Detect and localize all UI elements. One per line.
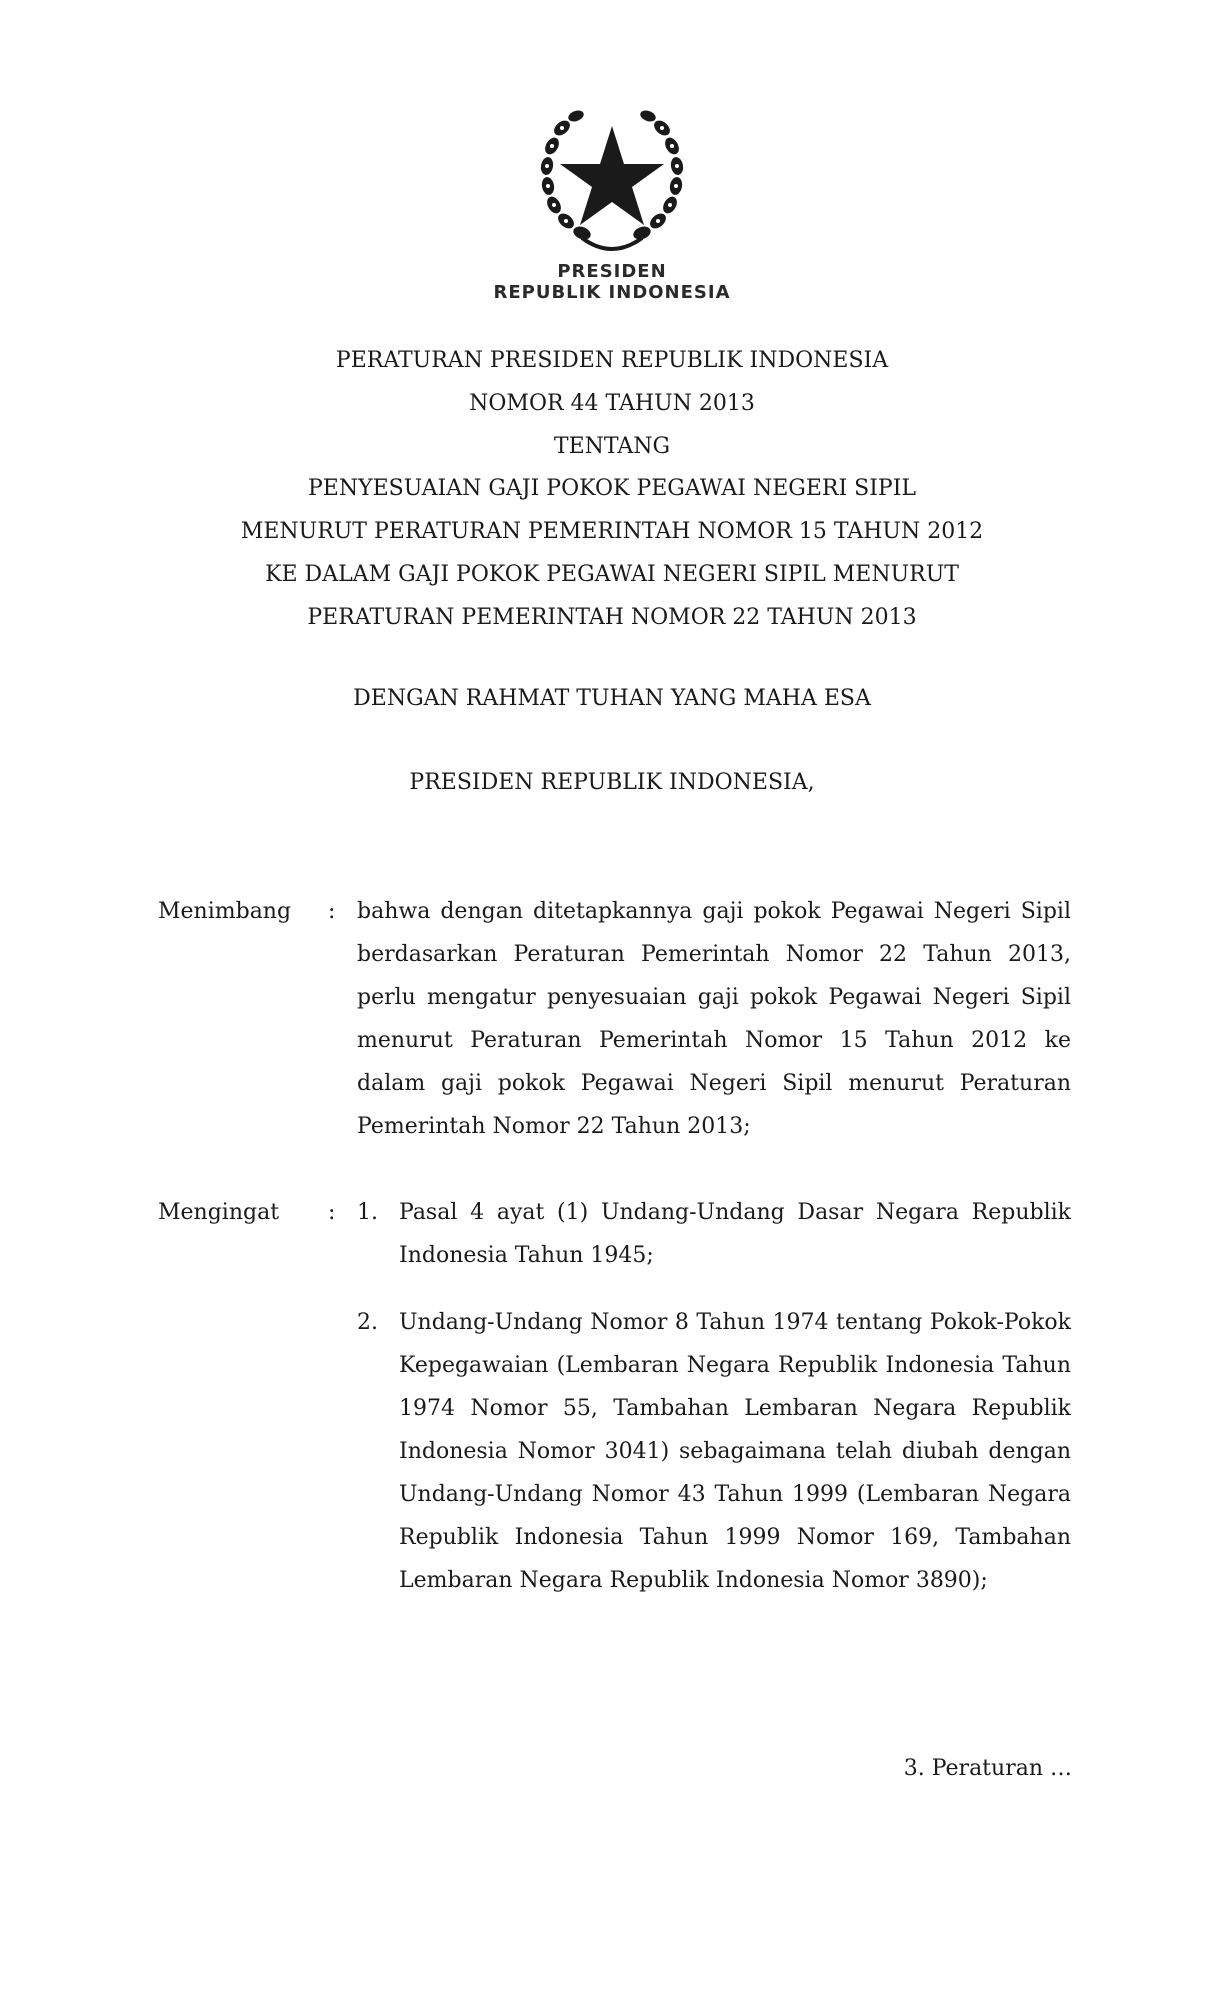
mengingat-colon: : (328, 1200, 336, 1225)
title-line: PERATURAN PEMERINTAH NOMOR 22 TAHUN 2013 (307, 604, 917, 630)
item-text: Pasal 4 ayat (1) Undang-Undang Dasar Negara Republik Indonesia Tahun 1945; (399, 1200, 1071, 1268)
mengingat-item (357, 1301, 1071, 1602)
title-line: MENURUT PERATURAN PEMERINTAH NOMOR 15 TAHUN 2012 (240, 519, 984, 545)
item-text: Undang-Undang Nomor 8 Tahun 1974 tentang Pokok-Pokok Kepegawaian (Lembaran Negara Republik Indonesia Tahun 1974 Nomor 55, Tambahan Lembaran Negara Republik Indonesia Nomor 3041) sebagaimana telah diubah dengan Undang-Undang Nomor 43 Tahun 1999 (Lembaran Negara Republik Indonesia Tahun 1999 Nomor 169, Tambahan Lembaran Negara Republik Indonesia Nomor 3890); (399, 1310, 1071, 1593)
continuation-note: 3. Peraturan … (903, 1756, 1072, 1781)
title-line: TENTANG (553, 433, 671, 459)
authority: PRESIDEN REPUBLIK INDONESIA, (409, 770, 815, 795)
item-number: 2. (357, 1310, 378, 1335)
mengingat-label: Mengingat (158, 1200, 280, 1225)
org-name-line2: REPUBLIK INDONESIA (493, 282, 731, 303)
menimbang-colon: : (328, 899, 336, 924)
regulation-title (160, 340, 1064, 640)
garuda-emblem-icon (522, 88, 702, 268)
invocation: DENGAN RAHMAT TUHAN YANG MAHA ESA (353, 686, 871, 711)
title-line: NOMOR 44 TAHUN 2013 (469, 390, 755, 416)
title-line: PERATURAN PRESIDEN REPUBLIK INDONESIA (335, 348, 889, 373)
menimbang-label: Menimbang (158, 899, 292, 924)
item-number: 1. (357, 1200, 378, 1225)
title-line: KE DALAM GAJI POKOK PEGAWAI NEGERI SIPIL MENURUT (265, 561, 959, 587)
title-line: PENYESUAIAN GAJI POKOK PEGAWAI NEGERI SIPIL (307, 476, 917, 502)
menimbang-text: bahwa dengan ditetapkannya gaji pokok Pegawai Negeri Sipil berdasarkan Peraturan Pemerintah Nomor 22 Tahun 2013, perlu mengatur penyesuaian gaji pokok Pegawai Negeri Sipil menurut Peraturan Pemerintah Nomor 15 Tahun 2012 ke dalam gaji pokok Pegawai Negeri Sipil menurut Peraturan Pemerintah Nomor 22 Tahun 2013; (357, 899, 1071, 1139)
org-name-line1: PRESIDEN (557, 261, 667, 282)
mengingat-item (357, 1191, 1071, 1277)
